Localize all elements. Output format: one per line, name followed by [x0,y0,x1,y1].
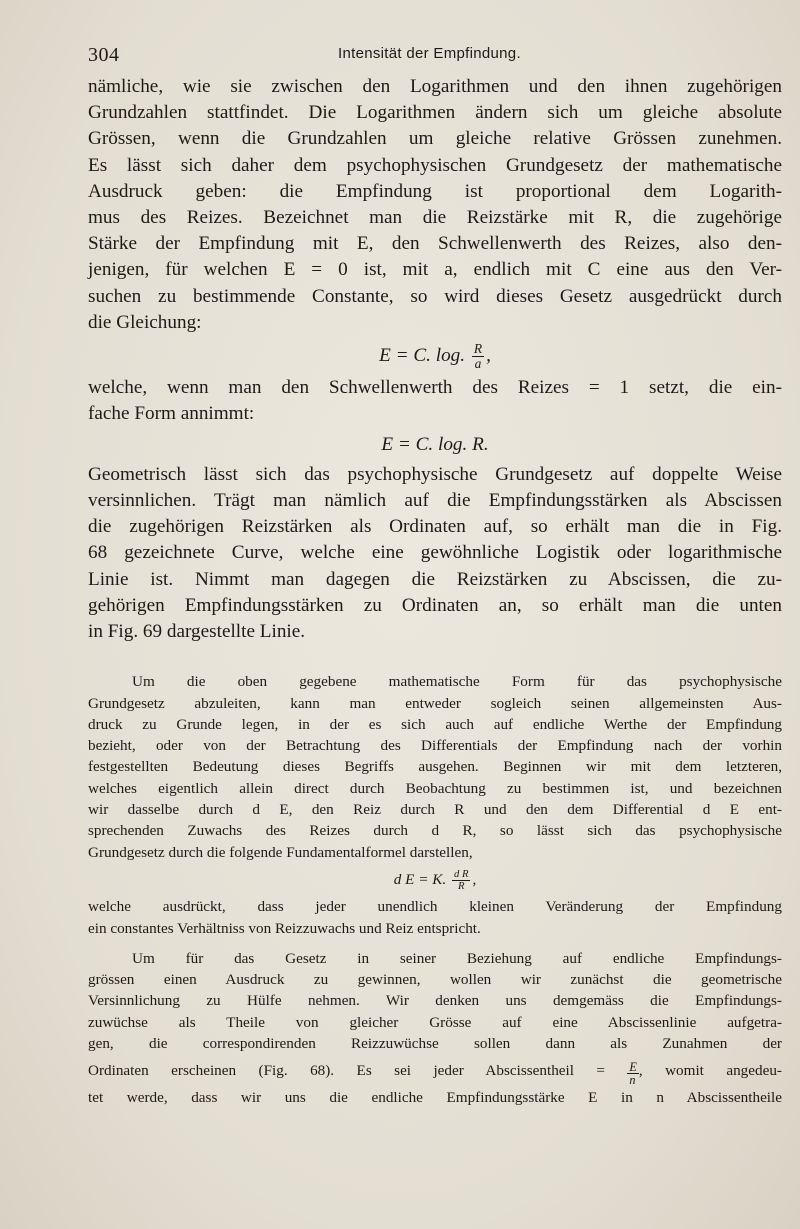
text-line: Grössen, wenn die Grundzahlen um gleiche relative Grössen zunehmen. [88,128,782,150]
small-text-line: welches eigentlich allein direct durch Beobachtung zu bestimmen ist, und bezeichnen [88,779,782,797]
fraction-numerator: d R [453,868,469,880]
text-line: Ausdruck geben: die Empfindung ist proportional dem Logarith- [88,180,782,202]
text-line: fache Form annimmt: [88,403,255,425]
formula-simple: E = C. log. R. [381,433,489,455]
formula-tail: , [472,871,477,889]
small-text-line: tet werde, dass wir uns die endliche Empfindungsstärke E in n Abscissentheile [88,1089,782,1107]
small-text-line: Grundgesetz abzuleiten, kann man entweder sogleich seinen allgemeinsten Aus- [88,694,782,712]
inline-fraction [627,1061,638,1088]
small-text-line: Um die oben gegebene mathematische Form für das psychophysische [132,673,782,691]
text-line: 68 gezeichnete Curve, welche eine gewöhnliche Logistik oder logarithmische [88,542,782,564]
small-text-line: gen, die correspondirenden Reizzuwüchse sollen dann als Zunahmen der [88,1035,782,1053]
small-text-line: bezieht, oder von der Betrachtung des Differentials der Empfindung nach der vorhin [88,737,782,755]
small-text-line: welche ausdrückt, dass jeder unendlich kleinen Veränderung der Empfindung [88,898,782,916]
page-header [88,0,782,74]
eq-line-after: , womit angedeu- [638,1062,782,1080]
eq-line-before: Ordinaten erscheinen (Fig. 68). Es sei jeder Abscissentheil = [88,1062,605,1080]
text-line: Linie ist. Nimmt man dagegen die Reizstärken zu Abscissen, die zu- [88,568,782,590]
paragraph-gap [88,939,782,948]
formula-fraction [472,342,484,371]
small-text-line: grössen einen Ausdruck zu gewinnen, wollen wir zunächst die geometrische [88,971,782,989]
small-text-line-with-fraction [88,1060,782,1087]
text-line: mus des Reizes. Bezeichnet man die Reizstärke mit R, die zugehörige [88,207,782,229]
text-line: gehörigen Empfindungsstärken zu Ordinaten an, so erhält man die unten [88,594,782,616]
running-head: Intensität der Empfindung. [338,45,521,62]
formula-log-ratio [88,342,782,371]
text-line: Grundzahlen stattfindet. Die Logarithmen ändern sich um gleiche absolute [88,102,782,124]
text-line: in Fig. 69 dargestellte Linie. [88,621,306,643]
fraction-denominator: a [474,356,482,372]
page-number: 304 [88,44,120,66]
text-line: suchen zu bestimmende Constante, so wird dieses Gesetz ausgedrückt durch [88,285,782,307]
fraction-numerator: R [473,341,483,357]
text-line: Es lässt sich daher dem psychophysischen Grundgesetz der mathematische [88,154,782,176]
small-text-line: Grundgesetz durch die folgende Fundamentalformel darstellen, [88,843,473,861]
formula-left: d E = K. [393,871,447,889]
small-text-line: wir dasselbe durch d E, den Reiz durch R und den dem Differential d E ent- [88,801,782,819]
text-line: die zugehörigen Reizstärken als Ordinaten auf, so erhält man die in Fig. [88,516,782,538]
small-text-line: festgestellten Bedeutung dieses Begriffs ausgehen. Beginnen wir mit dem letzteren, [88,758,782,776]
text-line: nämliche, wie sie zwischen den Logarithmen und den ihnen zugehörigen [88,76,782,97]
formula-fraction [452,869,470,892]
fraction-denominator: R [457,881,465,893]
fraction-denominator: n [629,1073,636,1088]
main-text [88,74,782,645]
fundamental-formula [88,869,782,892]
small-text-line: sprechenden Zuwachs des Reizes durch d R, so lässt sich das psychophysische [88,822,782,840]
small-print-section [88,671,782,1108]
text-line: versinnlichen. Trägt man nämlich auf die Empfindungsstärken als Abscissen [88,490,782,512]
formula-left: E = C. log. [379,345,466,367]
formula-tail: , [486,345,491,367]
text-line: die Gleichung: [88,311,202,333]
small-text-line: Versinnlichung zu Hülfe nehmen. Wir denken uns demgemäss die Empfindungs- [88,992,782,1010]
text-line: welche, wenn man den Schwellenwerth des Reizes = 1 setzt, die ein- [88,377,782,399]
text-line: jenigen, für welchen E = 0 ist, mit a, endlich mit C eine aus den Ver- [88,259,782,281]
small-text-line: zuwüchse als Theile von gleicher Grösse auf eine Abscissenlinie aufgetra- [88,1013,782,1031]
text-line: Geometrisch lässt sich das psychophysische Grundgesetz auf doppelte Weise [88,463,782,485]
fraction-numerator: E [629,1059,637,1074]
text-line: Stärke der Empfindung mit E, den Schwellenwerth des Reizes, also den- [88,233,782,255]
small-text-line: Um für das Gesetz in seiner Beziehung auf endliche Empfindungs- [132,949,782,967]
small-text-line: druck zu Grunde legen, in der es sich auch auf endliche Werthe der Empfindung [88,715,782,733]
small-text-line: ein constantes Verhältniss von Reizzuwachs und Reiz entspricht. [88,919,481,937]
